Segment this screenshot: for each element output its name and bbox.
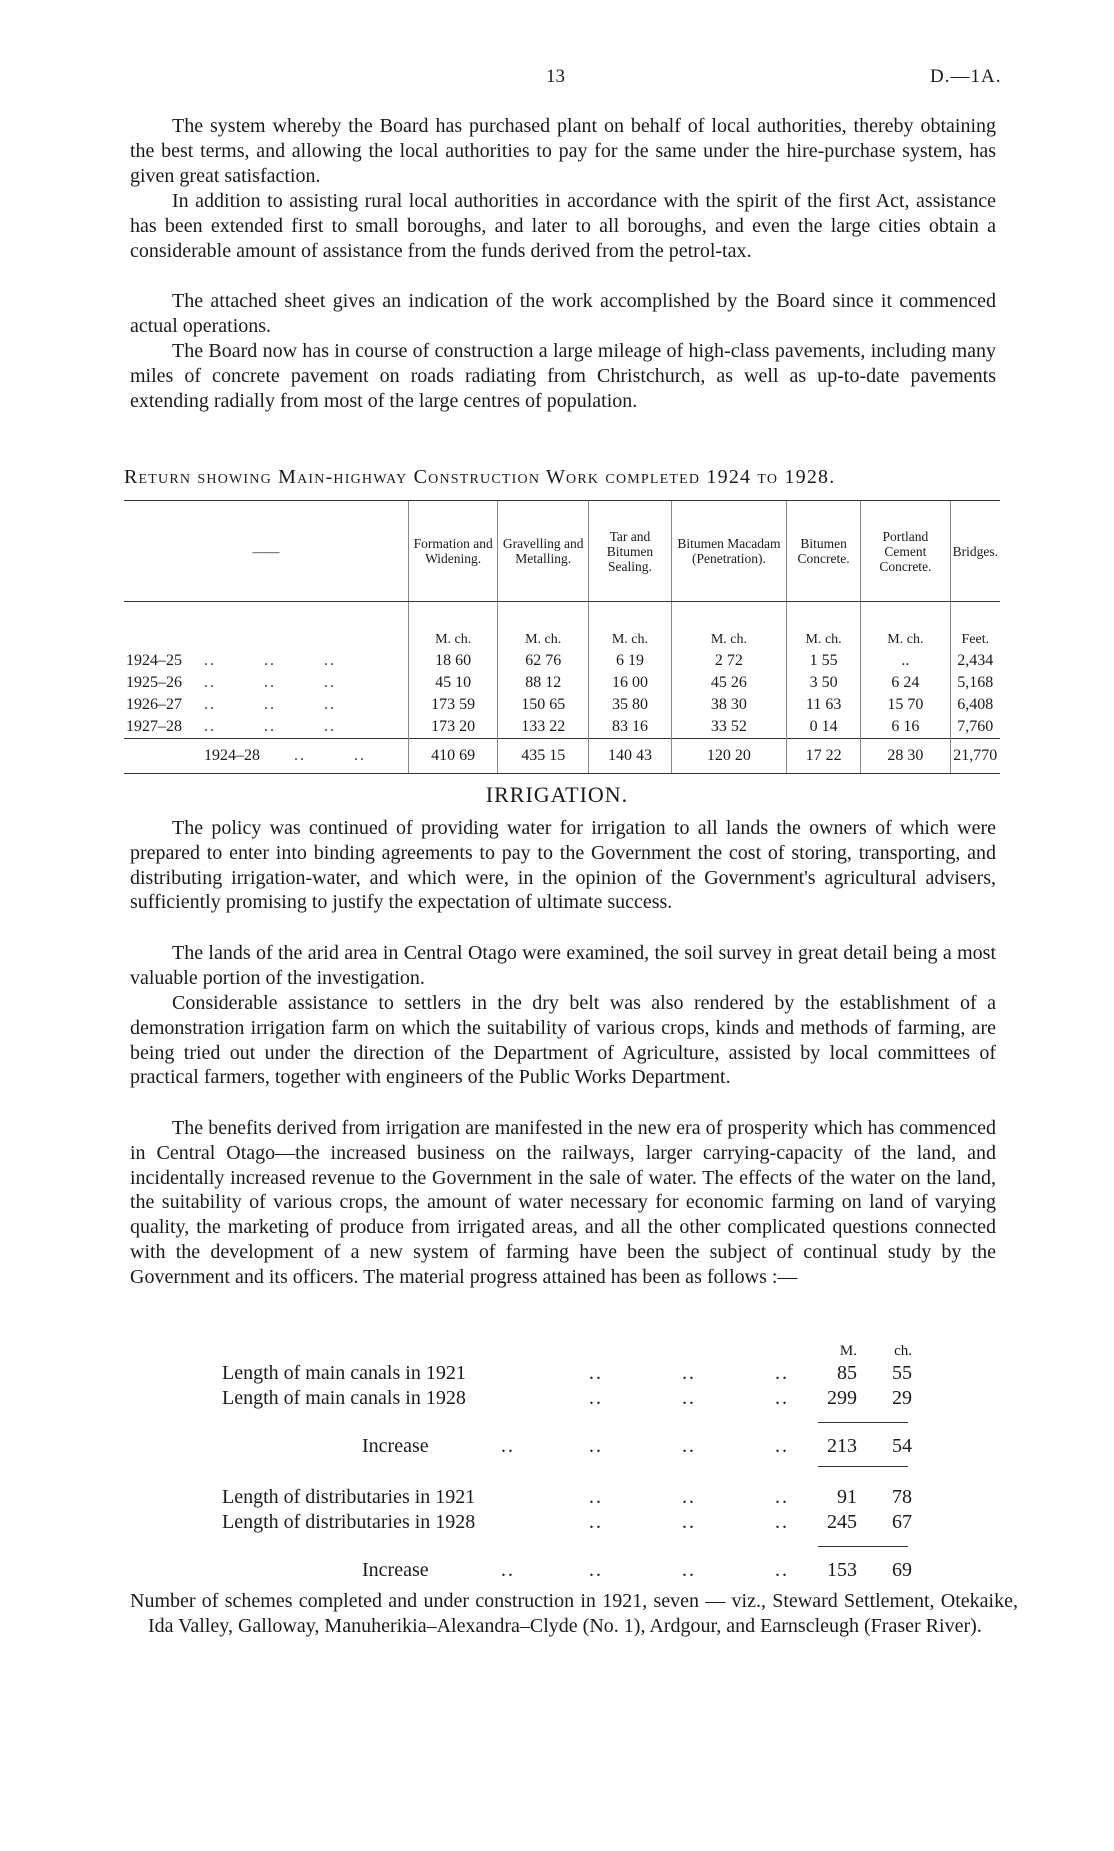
intro-paragraph: The attached sheet gives an indication of the work accomplished by the Board since it commenced actual operations.: [130, 290, 996, 337]
progress-units: [222, 1343, 912, 1361]
table-cell: 45 10: [409, 672, 498, 694]
progress-label: Length of main canals in 1928: [222, 1387, 466, 1409]
column-header: Gravelling and Metalling.: [498, 501, 589, 602]
unit-cell: M. ch.: [787, 602, 861, 651]
progress-label: Length of main canals in 1921: [222, 1362, 466, 1384]
total-cell: 17 22: [787, 739, 861, 774]
section-heading: IRRIGATION.: [485, 782, 629, 807]
column-header: Bitumen Macadam (Penetration).: [671, 501, 786, 602]
column-header: Bridges.: [950, 501, 1000, 602]
column-header: Portland Cement Concrete.: [861, 501, 950, 602]
page-number: 13: [546, 66, 565, 87]
progress-miles: 213: [827, 1435, 857, 1457]
total-cell: 140 43: [589, 739, 672, 774]
progress-miles: 85: [837, 1362, 857, 1384]
progress-chains: 69: [892, 1559, 912, 1581]
progress-row: Length of distributaries in 1921 .. .. .. 91 78: [222, 1486, 912, 1508]
table-cell: 173 59: [409, 694, 498, 716]
table-cell: 11 63: [787, 694, 861, 716]
table-cell: 62 76: [498, 650, 589, 672]
table-cell: 133 22: [498, 716, 589, 739]
unit-cell: M. ch.: [589, 602, 672, 651]
schemes-text: Number of schemes completed and under construction in 1921, seven — viz., Steward Settlement, Otekaike, Ida Valley, Galloway, Manuherikia–Alexandra–Clyde (No. 1), Ardgour, and Earnscleugh (Fraser River).: [130, 1590, 1018, 1637]
irrigation-paragraph: The policy was continued of providing water for irrigation to all lands the owners of which were prepared to enter into binding agreements to pay to the Government the cost of storing, transporting, and distributing irrigation-water, and which were, in the opinion of the Government's agricultural advisers, sufficiently promising to justify the expectation of ultimate success.: [130, 817, 996, 914]
progress-row: Length of main canals in 1921 .. .. .. 85 55: [222, 1362, 912, 1384]
table-cell: 16 00: [589, 672, 672, 694]
progress-miles: 153: [827, 1559, 857, 1581]
total-cell: 410 69: [409, 739, 498, 774]
row-label: 1924–25: [126, 652, 182, 669]
table-row: 1925–26 .. .. .. 45 10 88 12 16 00 45 26 3 50 6 24 5,168: [124, 672, 1000, 694]
table-cell: 173 20: [409, 716, 498, 739]
sum-rule: [818, 1422, 908, 1423]
table-cell: 45 26: [671, 672, 786, 694]
progress-label: Length of distributaries in 1921: [222, 1486, 476, 1508]
progress-row: Length of distributaries in 1928 .. .. .. 245 67: [222, 1511, 912, 1533]
progress-chains: 55: [892, 1362, 912, 1384]
table-cell: 7,760: [950, 716, 1000, 739]
sum-rule: [818, 1546, 908, 1547]
table-cell: 6 24: [861, 672, 950, 694]
unit-cell: Feet.: [950, 602, 1000, 651]
table-cell: 6,408: [950, 694, 1000, 716]
table-row: 1924–25 .. .. .. 18 60 62 76 6 19 2 72 1 55 .. 2,434: [124, 650, 1000, 672]
row-label: 1927–28: [126, 718, 182, 735]
table-cell: 6 16: [861, 716, 950, 739]
total-cell: 120 20: [671, 739, 786, 774]
progress-miles: 245: [827, 1511, 857, 1533]
table-cell: 6 19: [589, 650, 672, 672]
total-cell: 435 15: [498, 739, 589, 774]
total-cell: 28 30: [861, 739, 950, 774]
table-header-row: [124, 501, 1000, 602]
irrigation-paragraph: The lands of the arid area in Central Otago were examined, the soil survey in great detail being a most valuable portion of the investigation.: [130, 942, 996, 989]
progress-miles: 91: [837, 1486, 857, 1508]
row-label: 1926–27: [126, 696, 182, 713]
table-cell: 18 60: [409, 650, 498, 672]
intro-paragraph: In addition to assisting rural local authorities in accordance with the spirit of the first Act, assistance has been extended first to small boroughs, and later to all boroughs, and even the large cities obtain a considerable amount of assistance from the funds derived from the petrol-tax.: [130, 190, 996, 262]
sum-rule: [818, 1466, 908, 1467]
table-cell: 33 52: [671, 716, 786, 739]
table-caption: Return showing Main-highway Construction Work completed 1924 to 1928.: [124, 466, 836, 488]
progress-chains: 54: [892, 1435, 912, 1457]
unit-chains: ch.: [894, 1343, 912, 1359]
table-row: 1926–27 .. .. .. 173 59 150 65 35 80 38 30 11 63 15 70 6,408: [124, 694, 1000, 716]
progress-row: Increase .. .. .. .. 153 69: [362, 1559, 912, 1581]
unit-cell: M. ch.: [498, 602, 589, 651]
table-cell: 38 30: [671, 694, 786, 716]
progress-miles: 299: [827, 1387, 857, 1409]
unit-cell: M. ch.: [409, 602, 498, 651]
intro-paragraph: The system whereby the Board has purchased plant on behalf of local authorities, thereby obtaining the best terms, and allowing the local authorities to pay for the same under the hire-purchase system, has given great satisfaction.: [130, 115, 996, 187]
unit-miles: M.: [839, 1343, 857, 1359]
column-header: Bitumen Concrete.: [787, 501, 861, 602]
table-cell: 2 72: [671, 650, 786, 672]
return-table: [124, 500, 1000, 774]
schemes-paragraph: [130, 1589, 1018, 1639]
document-reference: D.—1A.: [930, 66, 1002, 87]
unit-cell: M. ch.: [671, 602, 786, 651]
table-cell: ..: [861, 650, 950, 672]
table-cell: 2,434: [950, 650, 1000, 672]
table-cell: 5,168: [950, 672, 1000, 694]
progress-label: Length of distributaries in 1928: [222, 1511, 476, 1533]
total-label: 1924–28: [204, 747, 260, 764]
table-cell: 150 65: [498, 694, 589, 716]
column-header: Tar and Bitumen Sealing.: [589, 501, 672, 602]
irrigation-paragraph: The benefits derived from irrigation are manifested in the new era of prosperity which has commenced in Central Otago—the increased business on the railways, larger carrying-capacity of the land, and incidentally increased revenue to the Government in the sale of water. The effects of the water on the land, the suitability of various crops, the amount of water necessary for economic farming on land of varying quality, the marketing of produce from irrigated areas, and all the other complicated questions connected with the development of a new system of farming have been the subject of continual study by the Government and its officers. The material progress attained has been as follows :—: [130, 1117, 996, 1288]
irrigation-paragraph: Considerable assistance to settlers in the dry belt was also rendered by the establishment of a demonstration irrigation farm on which the suitability of various crops, kinds and methods of farming, are being tried out under the direction of the Department of Agriculture, assisted by local committees of practical farmers, together with engineers of the Public Works Department.: [130, 992, 996, 1089]
column-header: Formation and Widening.: [409, 501, 498, 602]
corner-cell: ——: [124, 501, 409, 602]
page-header: [0, 66, 1114, 94]
total-cell: 21,770: [950, 739, 1000, 774]
table-cell: 1 55: [787, 650, 861, 672]
table-cell: 0 14: [787, 716, 861, 739]
progress-label: Increase: [362, 1435, 429, 1457]
intro-paragraph: The Board now has in course of construction a large mileage of high-class pavements, including many miles of concrete pavement on roads radiating from Christchurch, as well as up-to-date pavements extending radially from most of the large centres of population.: [130, 340, 996, 412]
table-cell: 15 70: [861, 694, 950, 716]
units-row: [124, 602, 1000, 651]
table-cell: 35 80: [589, 694, 672, 716]
progress-row: Increase .. .. .. .. 213 54: [362, 1435, 912, 1457]
table-cell: 3 50: [787, 672, 861, 694]
table-row: 1927–28 .. .. .. 173 20 133 22 83 16 33 52 0 14 6 16 7,760: [124, 716, 1000, 739]
progress-row: Length of main canals in 1928 .. .. .. 299 29: [222, 1387, 912, 1409]
progress-chains: 29: [892, 1387, 912, 1409]
total-row: 1924–28 .. .. 410 69 435 15 140 43 120 20 17 22 28 30 21,770: [124, 739, 1000, 774]
row-label: 1925–26: [126, 674, 182, 691]
progress-label: Increase: [362, 1559, 429, 1581]
progress-chains: 78: [892, 1486, 912, 1508]
unit-cell: M. ch.: [861, 602, 950, 651]
progress-chains: 67: [892, 1511, 912, 1533]
table-cell: 88 12: [498, 672, 589, 694]
table-cell: 83 16: [589, 716, 672, 739]
